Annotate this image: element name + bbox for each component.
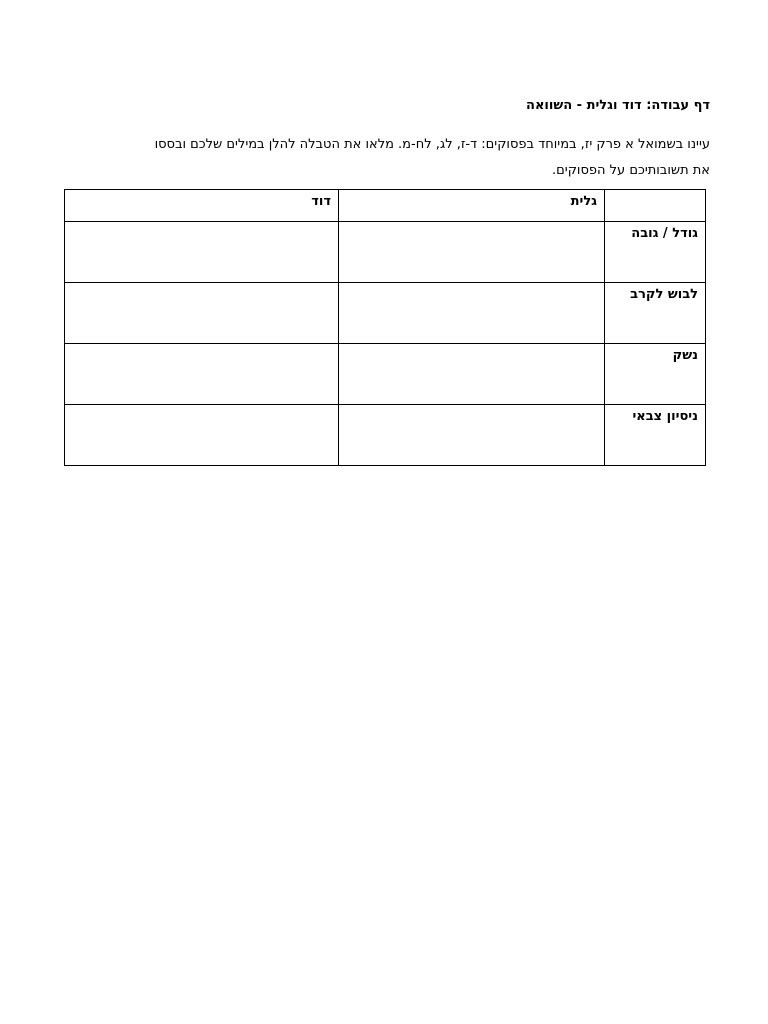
row-label: נשק (605, 344, 706, 405)
header-cell-goliath: גלית (339, 190, 605, 222)
instructions-line: עיינו בשמואל א פרק יז, במיוחד בפסוקים: ד-ז, לג, לח-מ. מלאו את הטבלה להלן במילים שלכם ובססו (154, 137, 710, 152)
goliath-answer-cell[interactable] (339, 222, 605, 283)
david-answer-cell[interactable] (65, 405, 339, 466)
page-title: דף עבודה: דוד וגלית - השוואה (526, 98, 710, 113)
goliath-answer-cell[interactable] (339, 344, 605, 405)
header-cell-david: דוד (65, 190, 339, 222)
david-answer-cell[interactable] (65, 283, 339, 344)
instructions (60, 132, 710, 184)
row-label: לבוש לקרב (605, 283, 706, 344)
header-cell-empty (605, 190, 706, 222)
comparison-table (64, 189, 706, 466)
goliath-answer-cell[interactable] (339, 283, 605, 344)
david-answer-cell[interactable] (65, 222, 339, 283)
table-row (65, 283, 706, 344)
table-header-row (65, 190, 706, 222)
david-answer-cell[interactable] (65, 344, 339, 405)
table-row (65, 344, 706, 405)
row-label: ניסיון צבאי (605, 405, 706, 466)
table-row (65, 405, 706, 466)
table-row (65, 222, 706, 283)
goliath-answer-cell[interactable] (339, 405, 605, 466)
instructions-line: את תשובותיכם על הפסוקים. (552, 163, 710, 178)
row-label: גודל / גובה (605, 222, 706, 283)
